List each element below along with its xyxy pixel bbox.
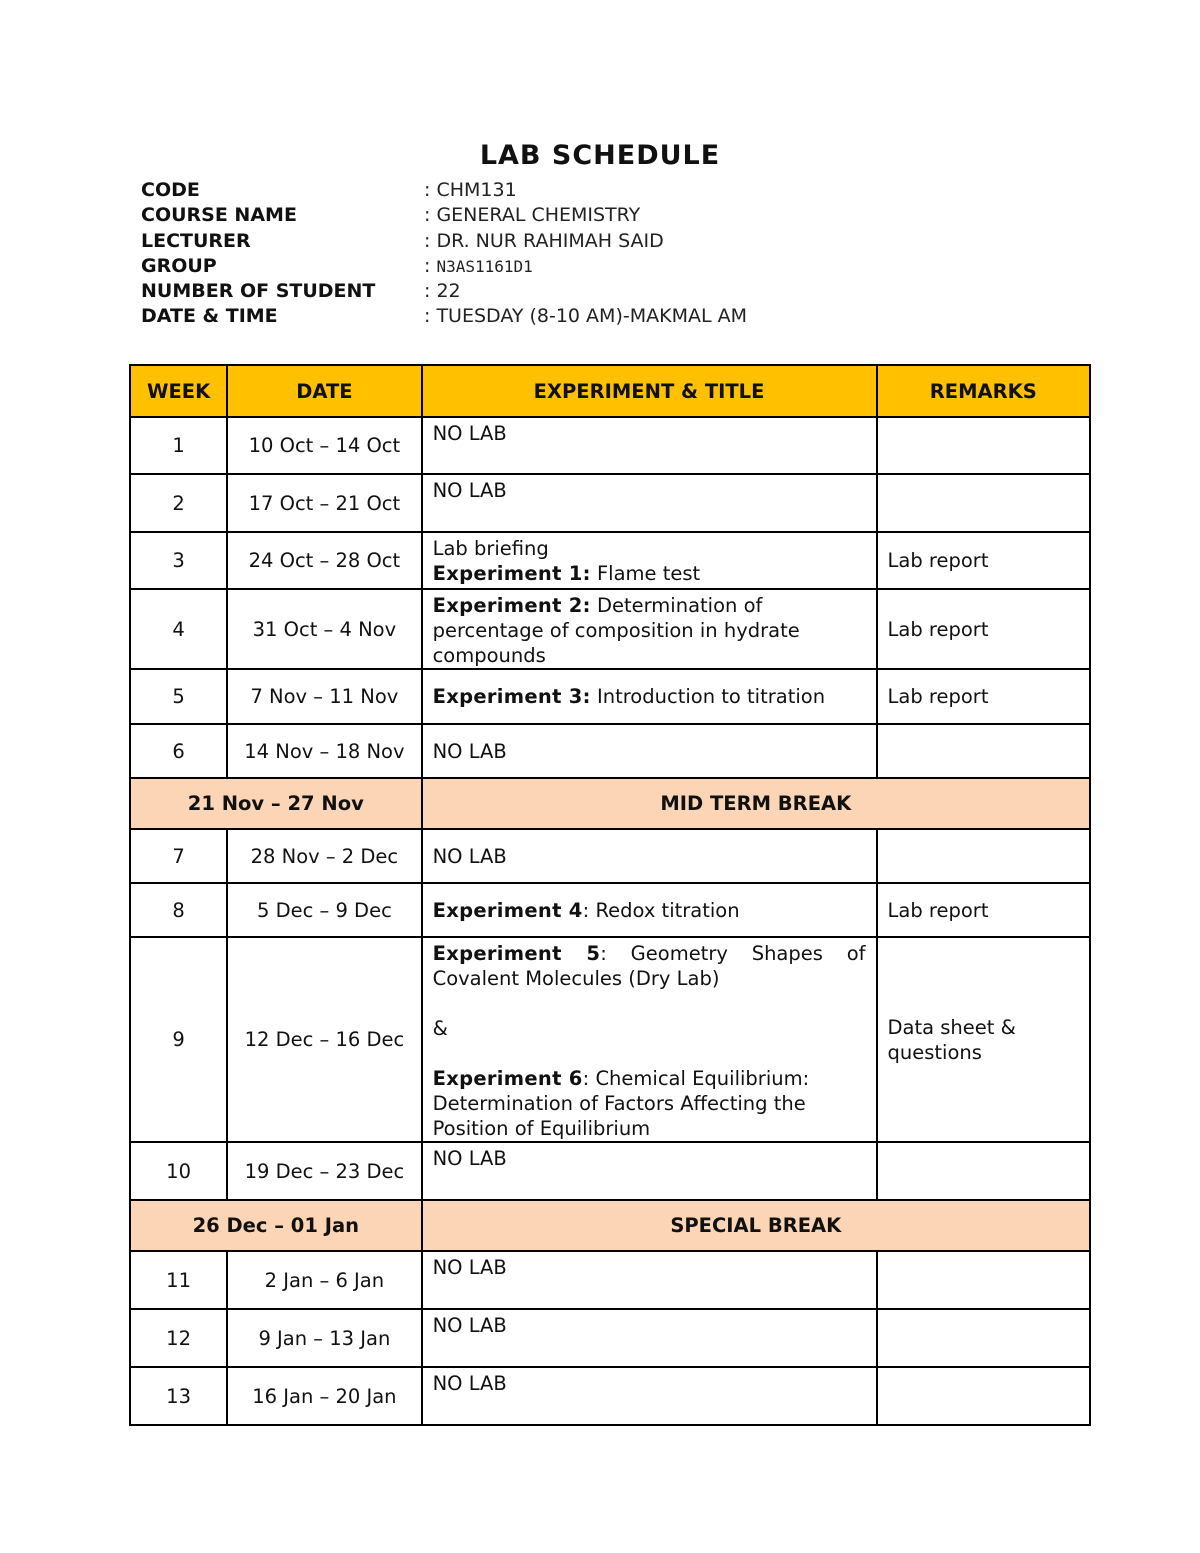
date-cell: 14 Nov – 18 Nov [227,724,421,778]
experiment-block [433,1066,866,1141]
experiment-cell [422,589,877,669]
info-value: : TUESDAY (8-10 AM)-MAKMAL AM [424,305,747,328]
table-row [130,724,1090,778]
info-label: CODE [141,179,200,201]
experiment-number: Experiment 3: [432,685,591,708]
experiment-title: Introduction to titration [590,685,826,708]
week-cell: 13 [130,1367,227,1425]
experiment-cell: NO LAB [422,1309,877,1367]
week-cell: 6 [130,724,227,778]
experiment-title: : Redox titration [582,898,740,922]
week-cell: 12 [130,1309,227,1367]
experiment-number: Experiment 4 [432,898,583,922]
remarks-cell [877,1309,1090,1367]
break-row [130,778,1090,829]
break-label-cell: SPECIAL BREAK [422,1200,1090,1251]
table-row [130,417,1090,474]
experiment-title: Flame test [590,562,701,585]
experiment-cell: NO LAB [422,474,877,532]
spacer [433,1041,866,1066]
page-title: LAB SCHEDULE [479,140,721,171]
info-value: : CHM131 [424,179,517,201]
break-date-cell: 21 Nov – 27 Nov [130,778,422,829]
experiment-number: Experiment 6 [432,1067,583,1090]
table-row [130,1309,1090,1367]
remarks-cell: Lab report [877,883,1090,937]
date-cell: 9 Jan – 13 Jan [227,1309,421,1367]
date-cell: 24 Oct – 28 Oct [227,532,421,589]
remarks-cell: Lab report [877,669,1090,724]
week-cell: 3 [130,532,227,589]
experiment-cell: NO LAB [422,417,877,474]
header-week: WEEK [130,365,227,417]
week-cell: 10 [130,1142,227,1200]
experiment-block [433,941,866,991]
date-cell: 5 Dec – 9 Dec [227,883,421,937]
schedule-table [129,364,1091,1426]
date-cell: 2 Jan – 6 Jan [227,1251,421,1309]
ampersand: & [432,1017,448,1040]
info-value: : DR. NUR RAHIMAH SAID [424,229,664,252]
remarks-cell [877,829,1090,883]
remarks-cell: Data sheet & questions [877,937,1090,1142]
info-value-group [424,253,533,280]
header-date: DATE [227,365,421,417]
break-row [130,1200,1090,1251]
experiment-cell: NO LAB [422,829,877,883]
experiment-number: Experiment 2: [432,594,591,617]
group-code: N3AS1161D1 [436,256,533,276]
header-experiment: EXPERIMENT & TITLE [422,365,877,417]
experiment-cell: NO LAB [422,1142,877,1200]
remarks-cell [877,1142,1090,1200]
info-value: : 22 [424,280,461,303]
experiment-cell [422,883,877,937]
experiment-title: Determination of percentage of composition in hydrate compounds [432,594,800,667]
week-cell: 4 [130,589,227,669]
week-cell: 8 [130,883,227,937]
remarks-cell [877,417,1090,474]
experiment-title: : Geometry Shapes of Covalent Molecules (Dry Lab) [432,942,866,990]
header-remarks: REMARKS [877,365,1090,417]
table-row [130,589,1090,669]
date-cell: 7 Nov – 11 Nov [227,669,421,724]
week-cell: 7 [130,829,227,883]
table-row [130,1251,1090,1309]
experiment-line [433,561,866,586]
info-label: COURSE NAME [141,204,297,227]
experiment-cell: NO LAB [422,1367,877,1425]
info-label: LECTURER [141,229,251,252]
info-label: NUMBER OF STUDENT [141,280,376,303]
week-cell: 11 [130,1251,227,1309]
experiment-cell: NO LAB [422,724,877,778]
week-cell: 1 [130,417,227,474]
table-row [130,669,1090,724]
date-cell: 12 Dec – 16 Dec [227,937,421,1142]
week-cell: 9 [130,937,227,1142]
date-cell: 17 Oct – 21 Oct [227,474,421,532]
remarks-cell [877,1367,1090,1425]
experiment-number: Experiment 5 [432,942,601,965]
table-row [130,1367,1090,1425]
experiment-cell: NO LAB [422,1251,877,1309]
experiment-cell [422,937,877,1142]
remarks-cell [877,1251,1090,1309]
remarks-cell [877,724,1090,778]
table-row [130,937,1090,1142]
table-header-row [130,365,1090,417]
experiment-cell [422,669,877,724]
date-cell: 10 Oct – 14 Oct [227,417,421,474]
info-value-prefix: : [424,254,437,277]
info-value: : GENERAL CHEMISTRY [424,204,641,227]
info-label: GROUP [141,254,217,277]
experiment-line: Lab briefing [432,537,549,560]
remarks-cell [877,474,1090,532]
table-row [130,532,1090,589]
date-cell: 31 Oct – 4 Nov [227,589,421,669]
week-cell: 5 [130,669,227,724]
date-cell: 16 Jan – 20 Jan [227,1367,421,1425]
table-row [130,883,1090,937]
break-label-cell: MID TERM BREAK [422,778,1090,829]
table-row [130,474,1090,532]
week-cell: 2 [130,474,227,532]
date-cell: 19 Dec – 23 Dec [227,1142,421,1200]
info-label: DATE & TIME [141,305,278,328]
remarks-cell: Lab report [877,532,1090,589]
experiment-cell [422,532,877,589]
remarks-cell: Lab report [877,589,1090,669]
experiment-number: Experiment 1: [432,562,591,585]
spacer [433,991,866,1016]
table-row [130,1142,1090,1200]
experiment-title: : Chemical Equilibrium: Determination of Factors Affecting the Position of Equilibrium [432,1067,810,1140]
break-date-cell: 26 Dec – 01 Jan [130,1200,422,1251]
table-row [130,829,1090,883]
date-cell: 28 Nov – 2 Dec [227,829,421,883]
